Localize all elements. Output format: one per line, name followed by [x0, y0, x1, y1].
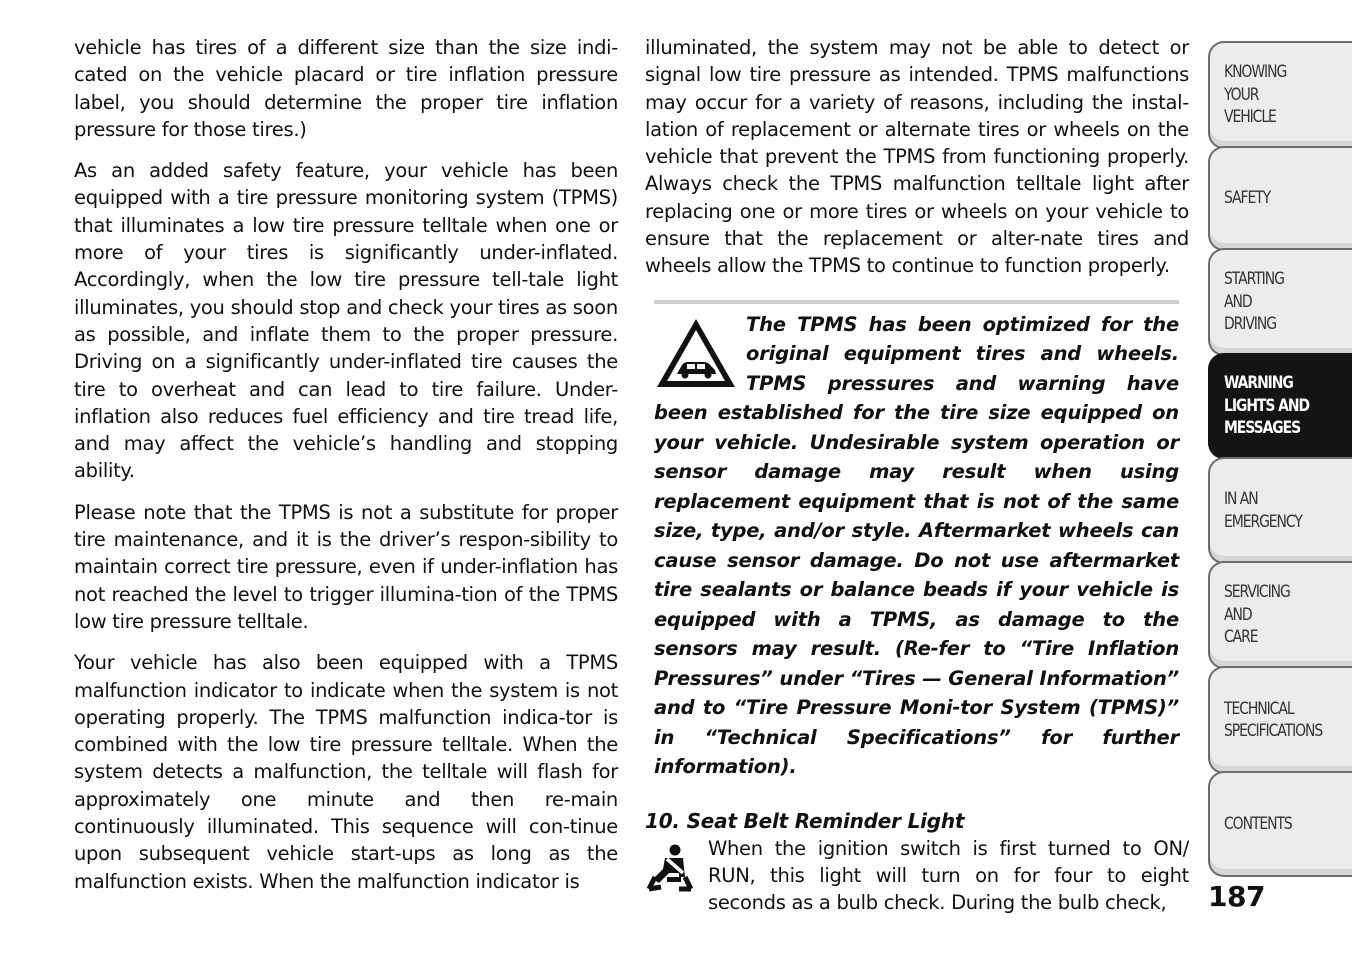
seatbelt-block: [645, 835, 1189, 917]
tab-starting-and-driving[interactable]: STARTING AND DRIVING: [1208, 248, 1352, 356]
left-column: [74, 34, 618, 909]
paragraph-tpms-not-substitute: Please note that the TPMS is not a substitute for proper tire maintenance, and it is the driver’s respon-sibility to maintain correct tire pressure, even if under-inflation has not reached the level to trigger illumina-tion of the TPMS low tire pressure telltale.: [74, 500, 618, 633]
paragraph-malfunction-indicator: Your vehicle has also been equipped with a TPMS malfunction indicator to indicate when the system is not operating properly. The TPMS malfunction indica-tor is combined with the low tire pressure telltale. When the system detects a malfunction, the telltale will flash for approximately one minute and then re-main continuously illuminated. This sequence will con-tinue upon subsequent vehicle start-ups as long as the malfunction exists. When the malfunction indicator is: [74, 651, 618, 893]
paragraph-tpms-feature: As an added safety feature, your vehicle has been equipped with a tire pressure monitoring system (TPMS) that illuminates a low tire pressure telltale when one or more of your tires is significantly under-inflated. Accordingly, when the low tire pressure tell-tale light illuminates, you should stop and check your tires as soon as possible, and inflate them to the proper pressure. Driving on a significantly under-inflated tire causes the tire to overheat and can lead to tire failure. Under-inflation also reduces fuel efficiency and tire tread life, and may affect the vehicle’s handling and stopping ability.: [74, 159, 618, 483]
section-heading-seat-belt: 10. Seat Belt Reminder Light: [645, 808, 965, 833]
tab-technical-specifications[interactable]: TECHNICAL SPECIFICATIONS: [1208, 666, 1352, 774]
tab-in-an-emergency[interactable]: IN AN EMERGENCY: [1208, 457, 1352, 564]
warning-text: The TPMS has been optimized for the original equipment tires and wheels. TPMS pressures and warning have been established for the tire size equipped on your vehicle. Undesirable system operation or sensor damage may result when using replacement equipment that is not of the same size, type, and/or style. Aftermarket wheels can cause sensor damage. Do not use aftermarket tire sealants or balance beads if your vehicle is equipped with a TPMS, as damage to the sensors may result. (Re-fer to “Tire Inflation Pressures” under “Tires — General Information” and to “Tire Pressure Moni-tor System (TPMS)” in “Technical Specifications” for further information).: [654, 312, 1179, 779]
paragraph-tire-size: vehicle has tires of a different size than the size indi-cated on the vehicle placard or tire inflation pressure label, you should determine the proper tire inflation pressure for those tires.): [74, 36, 618, 141]
warning-triangle-car-icon: [654, 316, 738, 390]
tab-contents[interactable]: CONTENTS: [1208, 771, 1352, 877]
right-column: [645, 34, 1189, 917]
warning-box: [654, 300, 1179, 782]
page-number: 187: [1208, 880, 1265, 913]
tab-servicing-and-care[interactable]: SERVICING AND CARE: [1208, 561, 1352, 669]
seatbelt-icon: [645, 843, 697, 897]
tab-safety[interactable]: SAFETY: [1208, 146, 1352, 251]
seatbelt-text: When the ignition switch is first turned to ON/ RUN, this light will turn on for four to eight seconds as a bulb check. During the bulb check,: [708, 836, 1189, 915]
tab-warning-lights-and-messages[interactable]: WARNING LIGHTS AND MESSAGES: [1208, 353, 1352, 459]
paragraph-malfunction-continued: illuminated, the system may not be able to detect or signal low tire pressure as intended. TPMS malfunctions may occur for a variety of reasons, including the instal-lation of replacement or alternate tires or wheels on the vehicle that prevent the TPMS from functioning properly. Always check the TPMS malfunction telltale light after replacing one or more tires or wheels on your vehicle to ensure that the replacement or alter-nate tires and wheels allow the TPMS to continue to function properly.: [645, 36, 1189, 278]
tab-knowing-your-vehicle[interactable]: KNOWING YOUR VEHICLE: [1208, 41, 1352, 149]
